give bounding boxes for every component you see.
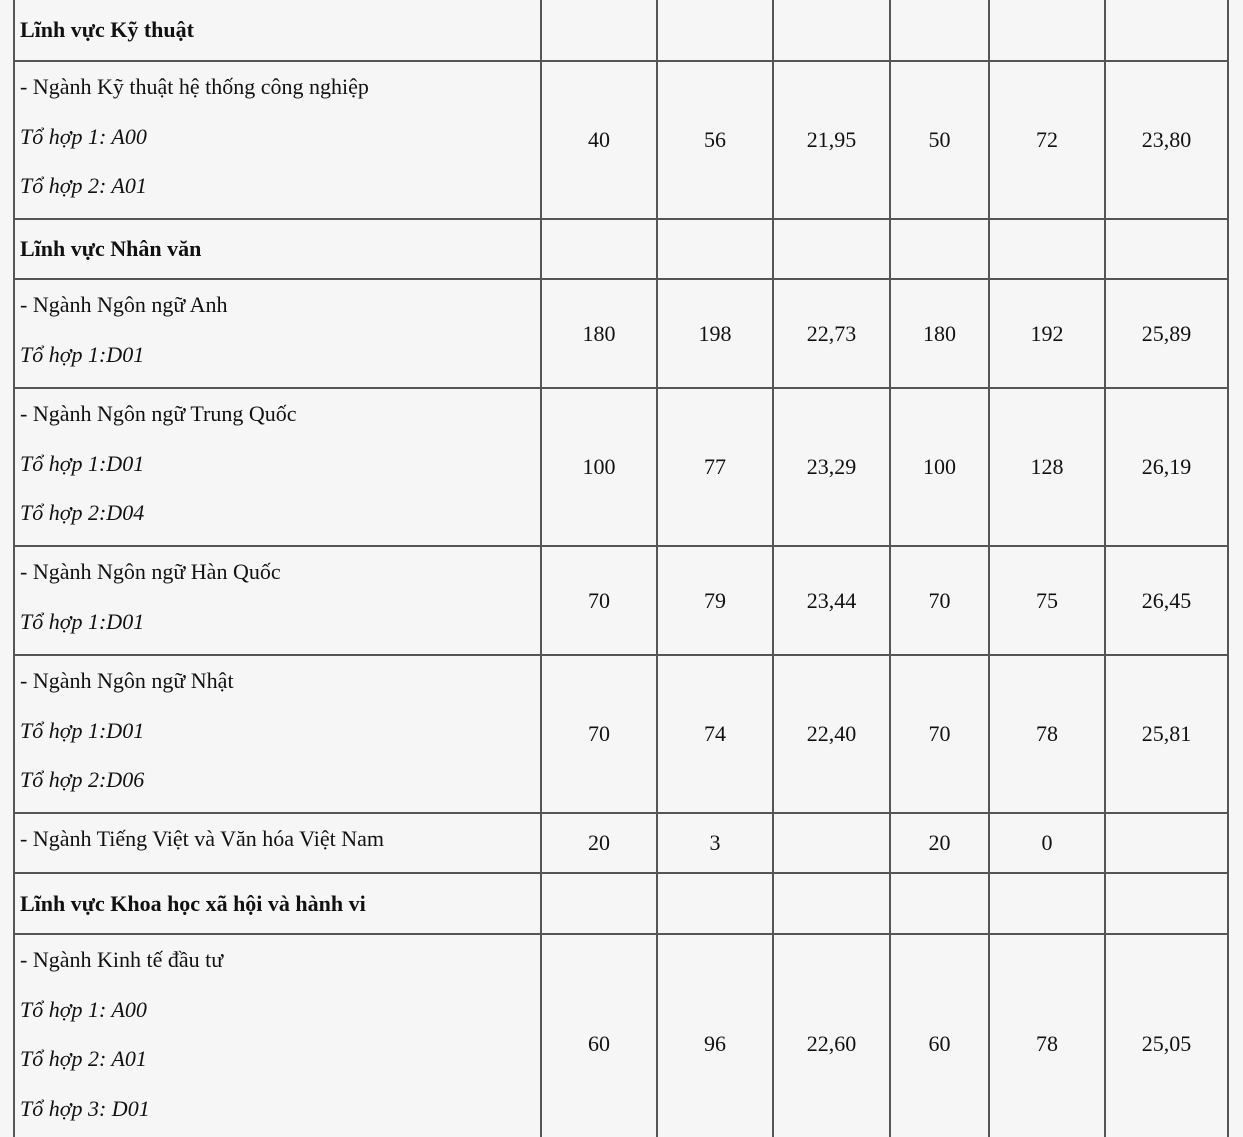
major-name: - Ngành Ngôn ngữ Trung Quốc xyxy=(20,401,297,426)
empty-cell xyxy=(989,0,1105,61)
major-cell xyxy=(14,934,541,1137)
value-cell: 50 xyxy=(890,61,989,219)
empty-cell xyxy=(657,219,773,279)
value-cell: 128 xyxy=(989,388,1105,546)
combination-label: Tổ hợp 1:D01 xyxy=(20,341,145,367)
table-row xyxy=(14,279,1228,388)
value-cell xyxy=(773,813,890,873)
combination-label: Tổ hợp 1:D01 xyxy=(20,717,145,743)
major-name: - Ngành Ngôn ngữ Anh xyxy=(20,292,228,317)
major-name: - Ngành Ngôn ngữ Nhật xyxy=(20,668,234,693)
value-cell: 23,44 xyxy=(773,546,890,655)
value-cell: 21,95 xyxy=(773,61,890,219)
empty-cell xyxy=(541,219,657,279)
empty-cell xyxy=(773,219,890,279)
field-row xyxy=(14,873,1228,934)
empty-cell xyxy=(890,219,989,279)
value-cell: 79 xyxy=(657,546,773,655)
empty-cell xyxy=(1105,0,1228,61)
value-cell: 25,89 xyxy=(1105,279,1228,388)
value-cell: 56 xyxy=(657,61,773,219)
value-cell: 25,05 xyxy=(1105,934,1228,1137)
value-cell: 180 xyxy=(890,279,989,388)
value-cell: 77 xyxy=(657,388,773,546)
combination-label: Tổ hợp 2: A01 xyxy=(20,173,147,198)
value-cell: 22,60 xyxy=(773,934,890,1137)
major-name: - Ngành Ngôn ngữ Hàn Quốc xyxy=(20,559,281,584)
empty-cell xyxy=(773,0,890,61)
table-row xyxy=(14,388,1228,546)
value-cell: 70 xyxy=(541,546,657,655)
empty-cell xyxy=(657,0,773,61)
field-cell xyxy=(14,0,541,61)
value-cell: 100 xyxy=(890,388,989,546)
empty-cell xyxy=(890,0,989,61)
table-row xyxy=(14,61,1228,219)
field-heading: Lĩnh vực Kỹ thuật xyxy=(20,17,194,42)
major-name: - Ngành Tiếng Việt và Văn hóa Việt Nam xyxy=(20,826,384,851)
empty-cell xyxy=(773,873,890,934)
value-cell: 74 xyxy=(657,655,773,813)
value-cell: 23,29 xyxy=(773,388,890,546)
value-cell: 78 xyxy=(989,934,1105,1137)
field-row xyxy=(14,0,1228,61)
value-cell: 70 xyxy=(890,655,989,813)
combination-label: Tổ hợp 3: D01 xyxy=(20,1095,150,1121)
major-name: - Ngành Kinh tế đầu tư xyxy=(20,947,224,972)
value-cell: 20 xyxy=(541,813,657,873)
value-cell: 3 xyxy=(657,813,773,873)
value-cell: 22,40 xyxy=(773,655,890,813)
table-row xyxy=(14,655,1228,813)
value-cell: 70 xyxy=(890,546,989,655)
value-cell: 198 xyxy=(657,279,773,388)
field-cell xyxy=(14,219,541,279)
major-cell xyxy=(14,813,541,873)
empty-cell xyxy=(989,873,1105,934)
empty-cell xyxy=(541,0,657,61)
empty-cell xyxy=(989,219,1105,279)
value-cell: 20 xyxy=(890,813,989,873)
value-cell: 192 xyxy=(989,279,1105,388)
table-row xyxy=(14,934,1228,1137)
field-heading: Lĩnh vực Khoa học xã hội và hành vi xyxy=(20,890,366,916)
value-cell: 26,19 xyxy=(1105,388,1228,546)
combination-label: Tổ hợp 1:D01 xyxy=(20,608,145,634)
value-cell: 25,81 xyxy=(1105,655,1228,813)
empty-cell xyxy=(1105,219,1228,279)
value-cell: 78 xyxy=(989,655,1105,813)
combination-label: Tổ hợp 1:D01 xyxy=(20,450,145,476)
value-cell: 75 xyxy=(989,546,1105,655)
value-cell: 60 xyxy=(890,934,989,1137)
combination-label: Tổ hợp 1: A00 xyxy=(20,123,147,149)
table-row xyxy=(14,813,1228,873)
field-row xyxy=(14,219,1228,279)
field-cell xyxy=(14,873,541,934)
empty-cell xyxy=(541,873,657,934)
combination-label: Tổ hợp 1: A00 xyxy=(20,996,147,1022)
value-cell: 22,73 xyxy=(773,279,890,388)
major-cell xyxy=(14,279,541,388)
value-cell: 180 xyxy=(541,279,657,388)
combination-label: Tổ hợp 2: A01 xyxy=(20,1046,147,1071)
empty-cell xyxy=(890,873,989,934)
table-row xyxy=(14,546,1228,655)
value-cell: 72 xyxy=(989,61,1105,219)
table-body xyxy=(14,0,1228,1137)
value-cell: 96 xyxy=(657,934,773,1137)
admissions-table xyxy=(13,0,1229,1137)
value-cell: 70 xyxy=(541,655,657,813)
major-name: - Ngành Kỹ thuật hệ thống công nghiệp xyxy=(20,74,369,99)
major-cell xyxy=(14,61,541,219)
value-cell: 23,80 xyxy=(1105,61,1228,219)
empty-cell xyxy=(657,873,773,934)
value-cell: 40 xyxy=(541,61,657,219)
major-cell xyxy=(14,546,541,655)
major-cell xyxy=(14,655,541,813)
value-cell: 100 xyxy=(541,388,657,546)
combination-label: Tổ hợp 2:D06 xyxy=(20,767,145,792)
empty-cell xyxy=(1105,873,1228,934)
combination-label: Tổ hợp 2:D04 xyxy=(20,500,145,525)
value-cell xyxy=(1105,813,1228,873)
field-heading: Lĩnh vực Nhân văn xyxy=(20,236,202,261)
value-cell: 60 xyxy=(541,934,657,1137)
major-cell xyxy=(14,388,541,546)
value-cell: 26,45 xyxy=(1105,546,1228,655)
value-cell: 0 xyxy=(989,813,1105,873)
